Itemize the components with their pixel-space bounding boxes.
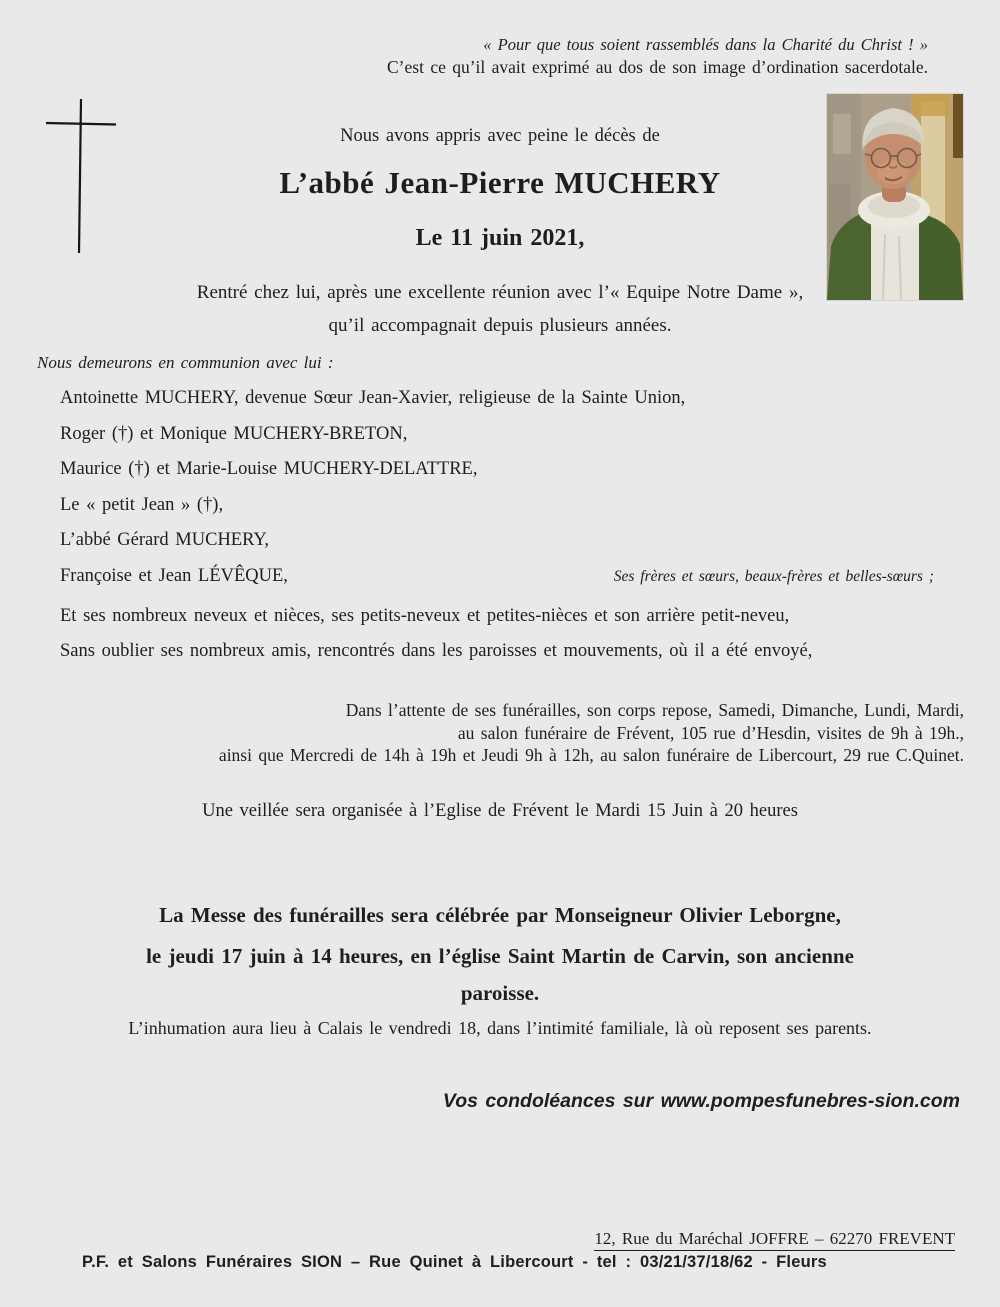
circumstance-line-2: qu’il accompagnait depuis plusieurs années. bbox=[328, 315, 672, 336]
burial-announcement: L’inhumation aura lieu à Calais le vendredi 18, dans l’intimité familiale, là où reposent ses parents. bbox=[128, 1018, 872, 1038]
funeral-home-address: 12, Rue du Maréchal JOFFRE – 62270 FREVENT bbox=[594, 1229, 955, 1251]
death-circumstance bbox=[0, 276, 1000, 342]
quote-line-1: « Pour que tous soient rassemblés dans la Charité du Christ ! » bbox=[483, 35, 928, 54]
quote-line-2: C’est ce qu’il avait exprimé au dos de son image d’ordination sacerdotale. bbox=[387, 57, 928, 77]
deceased-name: L’abbé Jean-Pierre MUCHERY bbox=[279, 165, 721, 200]
repose-line-1: Dans l’attente de ses funérailles, son corps repose, Samedi, Dimanche, Lundi, Mardi, bbox=[345, 700, 964, 720]
circumstance-line-1: Rentré chez lui, après une excellente réunion avec l’« Equipe Notre Dame », bbox=[196, 282, 804, 303]
communion-heading: Nous demeurons en communion avec lui : bbox=[37, 353, 334, 372]
repose-line-2: au salon funéraire de Frévent, 105 rue d’Hesdin, visites de 9h à 19h., bbox=[457, 722, 964, 743]
family-member: Le « petit Jean » (†), bbox=[60, 495, 224, 515]
announcement-intro: Nous avons appris avec peine le décès de bbox=[340, 126, 660, 146]
family-member: Roger (†) et Monique MUCHERY-BRETON, bbox=[60, 424, 408, 444]
condolences-website: Vos condoléances sur www.pompesfunebres-sion.com bbox=[442, 1090, 960, 1112]
vigil-announcement: Une veillée sera organisée à l’Eglise de Frévent le Mardi 15 Juin à 20 heures bbox=[202, 801, 798, 821]
repose-line-3: ainsi que Mercredi de 14h à 19h et Jeudi 9h à 12h, au salon funéraire de Libercourt, 29 rue C.Quinet. bbox=[218, 745, 964, 765]
death-date: Le 11 juin 2021, bbox=[415, 225, 585, 251]
family-member: Françoise et Jean LÉVÊQUE, bbox=[60, 566, 288, 586]
relation-note: Ses frères et sœurs, beaux-frères et belles-sœurs ; bbox=[613, 568, 934, 585]
friends-line: Sans oublier ses nombreux amis, rencontrés dans les paroisses et mouvements, où il a été envoyé, bbox=[60, 641, 813, 661]
funeral-home-name: P.F. et Salons Funéraires SION – Rue Quinet à Libercourt - tel : 03/21/37/18/62 - Fleurs bbox=[82, 1253, 827, 1271]
ordination-quote bbox=[387, 33, 928, 79]
family-member: L’abbé Gérard MUCHERY, bbox=[60, 530, 270, 550]
mass-line-2: le jeudi 17 juin à 14 heures, en l’église Saint Martin de Carvin, son ancienne bbox=[146, 944, 854, 968]
nephews-line: Et ses nombreux neveux et nièces, ses petits-neveux et petites-nièces et son arrière petit-neveu, bbox=[60, 606, 790, 626]
mass-line-1: La Messe des funérailles sera célébrée par Monseigneur Olivier Leborgne, bbox=[159, 903, 841, 927]
repose-details bbox=[104, 699, 964, 767]
family-member: Antoinette MUCHERY, devenue Sœur Jean-Xavier, religieuse de la Sainte Union, bbox=[60, 388, 686, 408]
family-member: Maurice (†) et Marie-Louise MUCHERY-DELATTRE, bbox=[60, 459, 478, 479]
mass-line-3: paroisse. bbox=[460, 981, 540, 1005]
